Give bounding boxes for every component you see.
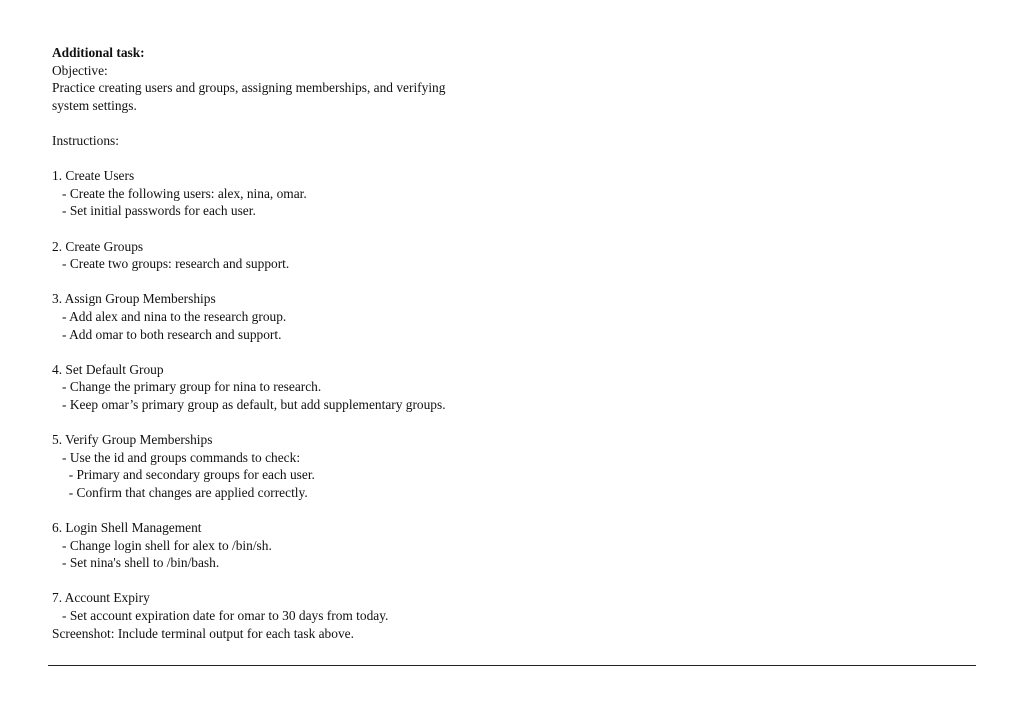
- bottom-divider: [48, 665, 976, 666]
- objective-text-line-2: system settings.: [52, 97, 137, 113]
- task-item: - Set nina's shell to /bin/bash.: [52, 555, 220, 571]
- task-title: 2. Create Groups: [52, 238, 144, 254]
- blank-line: [52, 273, 752, 291]
- blank-line: [52, 572, 752, 590]
- task-subitem: - Primary and secondary groups for each user.: [52, 467, 315, 483]
- blank-line: [52, 220, 752, 238]
- task-title: 4. Set Default Group: [52, 361, 164, 377]
- task-item: - Keep omar’s primary group as default, but add supplementary groups.: [52, 396, 446, 412]
- task-item: - Set initial passwords for each user.: [52, 203, 256, 219]
- blank-line: [52, 114, 752, 132]
- task-item: - Add alex and nina to the research group.: [52, 308, 287, 324]
- task-title: 5. Verify Group Memberships: [52, 432, 213, 448]
- task-title: 1. Create Users: [52, 168, 135, 184]
- objective-label: Objective:: [52, 62, 108, 78]
- task-heading: Additional task:: [52, 45, 145, 60]
- task-item: - Change login shell for alex to /bin/sh.: [52, 537, 272, 553]
- task-title: 3. Assign Group Memberships: [52, 291, 216, 307]
- instructions-label: Instructions:: [52, 132, 119, 148]
- blank-line: [52, 501, 752, 519]
- task-content: [52, 44, 752, 642]
- task-item: - Change the primary group for nina to research.: [52, 379, 322, 395]
- task-item: - Create two groups: research and support.: [52, 256, 290, 272]
- task-subitem: - Confirm that changes are applied correctly.: [52, 484, 308, 500]
- blank-line: [52, 150, 752, 168]
- blank-line: [52, 413, 752, 431]
- task-title: 6. Login Shell Management: [52, 520, 202, 536]
- blank-line: [52, 343, 752, 361]
- task-item: - Set account expiration date for omar to 30 days from today.: [52, 608, 389, 623]
- objective-text-line-1: Practice creating users and groups, assigning memberships, and verifying: [52, 80, 446, 96]
- screenshot-note: Screenshot: Include terminal output for each task above.: [52, 625, 354, 641]
- task-title: 7. Account Expiry: [52, 590, 150, 606]
- task-item: - Use the id and groups commands to check:: [52, 449, 301, 465]
- task-item: - Add omar to both research and support.: [52, 326, 282, 342]
- task-item: - Create the following users: alex, nina, omar.: [52, 185, 307, 201]
